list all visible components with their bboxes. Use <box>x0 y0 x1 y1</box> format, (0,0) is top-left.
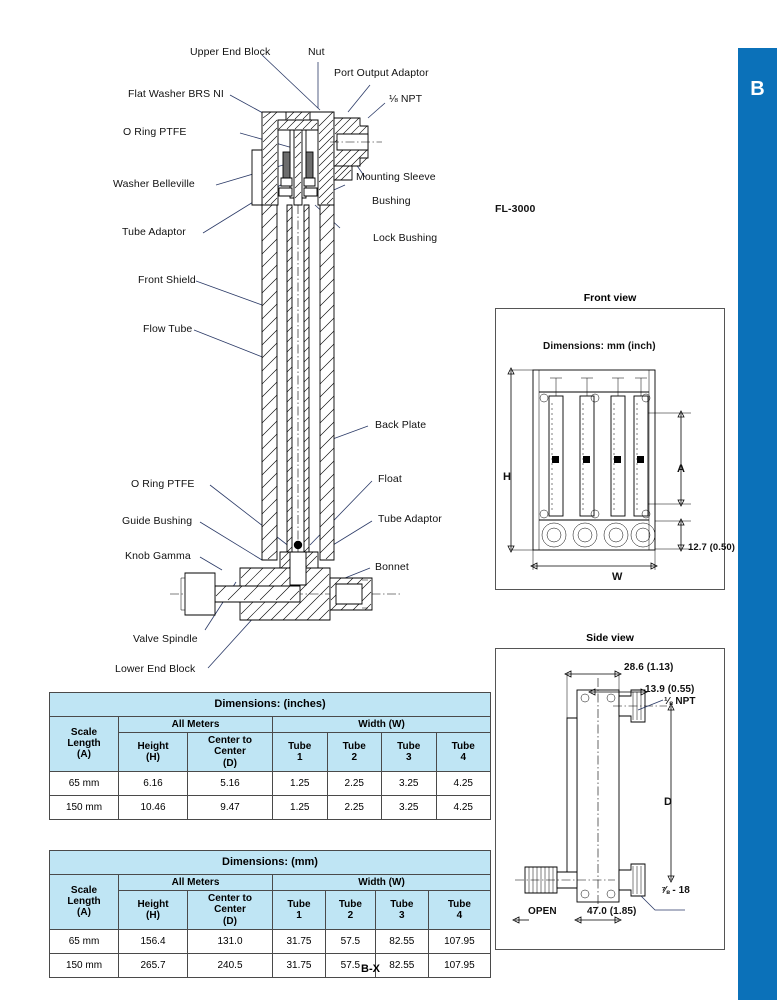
cell: 240.5 <box>188 953 273 977</box>
label-tube-adaptor-top: Tube Adaptor <box>122 226 186 238</box>
label-front-shield: Front Shield <box>138 274 196 286</box>
cell: 2.25 <box>327 771 382 795</box>
label-guide-bushing: Guide Bushing <box>122 515 193 527</box>
mm-col-tube-1 <box>273 891 326 930</box>
cell: 82.55 <box>375 953 428 977</box>
height-l2: (H) <box>146 751 160 763</box>
side-view-open-label: OPEN <box>528 906 557 917</box>
inches-group-width: Width (W) <box>273 717 491 733</box>
inches-col-tube-1 <box>273 733 328 772</box>
side-view-dim-second: 13.9 (0.55) <box>645 684 695 695</box>
label-npt-top: ⅛ NPT <box>389 93 423 105</box>
cell: 2.25 <box>327 795 382 819</box>
mm-group-all-meters: All Meters <box>119 875 273 891</box>
cell: 107.95 <box>428 953 490 977</box>
cell: 150 mm <box>50 795 119 819</box>
label-nut: Nut <box>308 46 325 58</box>
label-tube-adaptor-bottom: Tube Adaptor <box>378 513 442 525</box>
ctc-l1: Center to <box>208 735 252 747</box>
table-row-title <box>50 851 491 875</box>
inches-col-scale-length <box>50 717 119 772</box>
inches-col-height <box>119 733 188 772</box>
tube-word-4: Tube <box>447 898 471 910</box>
ctc-l2: Center <box>214 746 246 758</box>
label-port-output-adaptor: Port Output Adaptor <box>334 67 429 79</box>
mm-col-tube-3 <box>375 891 428 930</box>
scale-l3: (A) <box>77 749 91 761</box>
label-float: Float <box>378 473 402 485</box>
label-valve-spindle: Valve Spindle <box>133 633 198 645</box>
table-row <box>50 795 491 819</box>
inches-col-tube-4 <box>436 733 491 772</box>
cell: 57.5 <box>325 929 375 953</box>
cell: 156.4 <box>119 929 188 953</box>
side-view-npt: ⅛ NPT <box>664 696 696 707</box>
side-view-dim-top: 28.6 (1.13) <box>624 662 674 673</box>
cell: 4.25 <box>436 795 491 819</box>
front-view-dim-h: H <box>503 471 512 483</box>
height-l1: Height <box>137 898 169 910</box>
height-l2: (H) <box>146 909 160 921</box>
label-upper-end-block: Upper End Block <box>190 46 271 58</box>
table-row-groups <box>50 875 491 891</box>
mm-col-height <box>119 891 188 930</box>
ctc-l3: (D) <box>223 757 237 769</box>
cell: 10.46 <box>119 795 188 819</box>
ctc-l3: (D) <box>223 915 237 927</box>
side-view-dim-d: D <box>664 796 673 808</box>
tube-word-4: Tube <box>451 740 475 752</box>
table-row <box>50 929 491 953</box>
scale-l1: Scale <box>70 885 98 897</box>
cell: 1.25 <box>273 771 328 795</box>
mm-col-scale-length <box>50 875 119 930</box>
table-row-title <box>50 693 491 717</box>
tube-word-2: Tube <box>338 898 362 910</box>
section-tab-b <box>738 48 777 1000</box>
cell: 31.75 <box>273 953 326 977</box>
ctc-l1: Center to <box>208 893 252 905</box>
cell: 31.75 <box>273 929 326 953</box>
label-o-ring-bottom: O Ring PTFE <box>131 478 195 490</box>
tube-num-3: 3 <box>405 751 412 763</box>
tube-num-4: 4 <box>456 909 463 921</box>
inches-col-tube-3 <box>382 733 437 772</box>
table-row <box>50 953 491 977</box>
front-view-units-note: Dimensions: mm (inch) <box>543 341 656 352</box>
section-tab-letter: B <box>750 78 765 100</box>
front-view-dim-bottom: 12.7 (0.50) <box>688 542 736 553</box>
label-bonnet: Bonnet <box>375 561 409 573</box>
model-code: FL-3000 <box>495 203 536 215</box>
table-row-groups <box>50 717 491 733</box>
label-lower-end-block: Lower End Block <box>115 663 196 675</box>
tube-word-3: Tube <box>397 740 421 752</box>
mm-col-tube-4 <box>428 891 490 930</box>
inches-table-title: Dimensions: (inches) <box>50 693 491 717</box>
label-back-plate: Back Plate <box>375 419 427 431</box>
label-knob-gamma: Knob Gamma <box>125 550 191 562</box>
mm-col-tube-2 <box>325 891 375 930</box>
tube-num-3: 3 <box>399 909 405 921</box>
inches-col-center-to-center <box>188 733 273 772</box>
side-view-title: Side view <box>586 632 634 644</box>
tube-word-1: Tube <box>287 898 311 910</box>
cell: 82.55 <box>375 929 428 953</box>
tube-word-2: Tube <box>342 740 366 752</box>
side-view-dim-bottom: 47.0 (1.85) <box>587 906 637 917</box>
front-view-title: Front view <box>583 292 637 304</box>
inches-col-tube-2 <box>327 733 382 772</box>
cell: 265.7 <box>119 953 188 977</box>
label-o-ring-top: O Ring PTFE <box>123 126 187 138</box>
cell: 6.16 <box>119 771 188 795</box>
cell: 9.47 <box>188 795 273 819</box>
label-bushing: Bushing <box>372 195 411 207</box>
tube-num-2: 2 <box>347 909 354 921</box>
label-flow-tube: Flow Tube <box>143 323 193 335</box>
scale-l2: Length <box>67 896 101 908</box>
cell: 3.25 <box>382 795 437 819</box>
mm-group-width: Width (W) <box>273 875 491 891</box>
label-mounting-sleeve: Mounting Sleeve <box>356 171 436 183</box>
page-footer-code: B-X <box>361 963 380 975</box>
inches-group-all-meters: All Meters <box>119 717 273 733</box>
tube-num-4: 4 <box>460 751 467 763</box>
cutaway-drawing <box>0 0 520 680</box>
mm-table-title: Dimensions: (mm) <box>50 851 491 875</box>
label-lock-bushing: Lock Bushing <box>373 232 438 244</box>
cell: 65 mm <box>50 929 119 953</box>
label-flat-washer: Flat Washer BRS NI <box>128 88 224 100</box>
table-row <box>50 771 491 795</box>
scale-l1: Scale <box>70 727 98 739</box>
tube-num-1: 1 <box>296 909 302 921</box>
cell: 65 mm <box>50 771 119 795</box>
label-washer-belleville: Washer Belleville <box>113 178 195 190</box>
cell: 3.25 <box>382 771 437 795</box>
mm-col-center-to-center <box>188 891 273 930</box>
front-view-dim-w: W <box>612 571 623 583</box>
cell: 107.95 <box>428 929 490 953</box>
height-l1: Height <box>137 740 169 752</box>
cell: 57.5 <box>325 953 375 977</box>
cell: 150 mm <box>50 953 119 977</box>
tube-word-1: Tube <box>288 740 312 752</box>
cell: 1.25 <box>273 795 328 819</box>
cell: 5.16 <box>188 771 273 795</box>
scale-l3: (A) <box>77 907 91 919</box>
cell: 131.0 <box>188 929 273 953</box>
ctc-l2: Center <box>214 904 246 916</box>
front-view-dim-a: A <box>677 463 686 475</box>
side-view-thread: ⅞ - 18 <box>661 885 690 896</box>
table-dimensions-inches <box>49 692 491 820</box>
tube-num-1: 1 <box>296 751 303 763</box>
scale-l2: Length <box>67 738 101 750</box>
tube-word-3: Tube <box>390 898 414 910</box>
cell: 4.25 <box>436 771 491 795</box>
table-dimensions-mm <box>49 850 491 978</box>
tube-num-2: 2 <box>351 751 358 763</box>
